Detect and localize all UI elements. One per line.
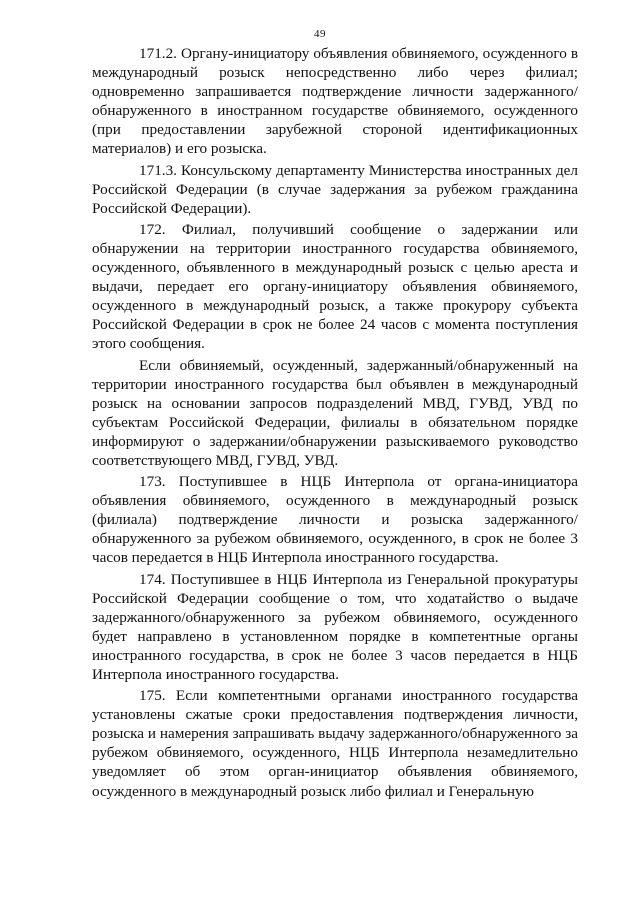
paragraph-174: 174. Поступившее в НЦБ Интерпола из Генеральной прокуратуры Российской Федерации сообщение о том, что ходатайство о выдаче задержанного/обнаруженного за рубежом обвиняемого, осужденного будет направлено в установленном порядке в компетентные органы иностранного государства, в срок не более 3 часов передается в НЦБ Интерпола иностранного государства. — [92, 570, 578, 683]
paragraph-173: 173. Поступившее в НЦБ Интерпола от органа-инициатора объявления обвиняемого, осужденного в международный розыск (филиала) подтверждение личности и розыска задержанного/обнаруженного за рубежом обвиняемого, осужденного, в срок не более 3 часов передается в НЦБ Интерпола иностранного государства. — [92, 473, 578, 567]
page-number: 49 — [314, 28, 326, 40]
document-body — [92, 44, 578, 803]
paragraph-172-continuation: Если обвиняемый, осужденный, задержанный/обнаруженный на территории иностранного государства был объявлен в международный розыск на основании запросов подразделений МВД, ГУВД, УВД по субъектам Российской Федерации, филиалы в обязательном порядке информируют о задержании/обнаружении разыскиваемого руководство соответствующего МВД, ГУВД, УВД. — [92, 356, 578, 469]
paragraph-171-3: 171.3. Консульскому департаменту Министерства иностранных дел Российской Федерации (в случае задержания за рубежом гражданина Российской Федерации). — [92, 161, 578, 217]
paragraph-171-2: 171.2. Органу-инициатору объявления обвиняемого, осужденного в международный розыск непосредственно либо через филиал; одновременно запрашивается подтверждение личности задержанного/обнаруженного в иностранном государстве обвиняемого, осужденного (при предоставлении зарубежной стороной идентификационных материалов) и его розыска. — [92, 45, 578, 158]
paragraph-172: 172. Филиал, получивший сообщение о задержании или обнаружении на территории иностранного государства обвиняемого, осужденного, объявленного в международный розыск с целью ареста и выдачи, передает его органу-инициатору объявления обвиняемого, осужденного в международный розыск, а также прокурору субъекта Российской Федерации в срок не более 24 часов с момента поступления этого сообщения. — [92, 220, 578, 353]
paragraph-175: 175. Если компетентными органами иностранного государства установлены сжатые сроки предоставления подтверждения личности, розыска и намерения запрашивать выдачу задержанного/обнаруженного за рубежом обвиняемого, осужденного, НЦБ Интерпола незамедлительно уведомляет об этом орган-инициатор объявления обвиняемого, осужденного в международный розыск либо филиал и Генеральную — [92, 687, 578, 800]
